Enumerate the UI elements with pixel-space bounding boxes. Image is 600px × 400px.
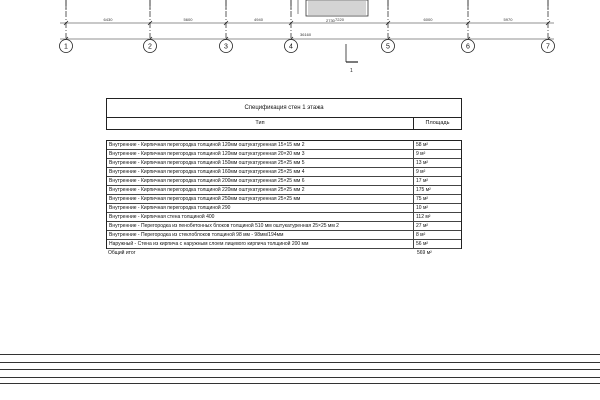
spec-row	[107, 222, 461, 231]
spec-row-area: 56 м²	[416, 241, 429, 247]
spec-header-row	[106, 117, 462, 130]
axis-label: 1	[64, 43, 68, 51]
spec-row-area: 10 м²	[416, 205, 429, 211]
axis-label: 4	[289, 43, 293, 51]
wall-specification-table	[106, 98, 462, 257]
spec-row-type: Внутренние - Кирпичная стена толщиной 400	[107, 213, 414, 221]
spec-row-type: Внутренние - Кирпичная перегородка толщиной 250мм оштукатуренная 25×25 мм	[107, 195, 414, 203]
spec-row-area: 27 м²	[416, 223, 429, 229]
spec-row	[107, 141, 461, 150]
total-row	[106, 249, 462, 257]
spec-row-type: Внутренние - Кирпичная перегородка толщиной 200мм оштукатуренная 25×25 мм 6	[107, 177, 414, 185]
total-value: 569 м²	[417, 250, 432, 256]
spec-row	[107, 159, 461, 168]
spec-row-type: Внутренние - Кирпичная перегородка толщиной 290	[107, 204, 414, 212]
title-block	[0, 352, 600, 400]
spec-row-area: 9 м²	[416, 169, 426, 175]
spec-row-type: Внутренние - Перегородка из стеклоблоков толщиной 98 мм - 98мм/194мм	[107, 231, 414, 239]
spec-row	[107, 150, 461, 159]
spec-rows	[106, 140, 462, 249]
spec-row	[107, 177, 461, 186]
spec-row-area: 13 м²	[416, 160, 429, 166]
spec-title: Спецификация стен 1 этажа	[106, 98, 462, 117]
overall-dimension: 36160	[300, 32, 312, 37]
spec-row	[107, 195, 461, 204]
spec-row-area: 112 м²	[416, 214, 431, 220]
segment-dimension: 4940	[254, 17, 263, 22]
stair-block	[298, 0, 368, 23]
spec-row-area: 175 м²	[416, 187, 431, 193]
spec-row-type: Внутренние - Кирпичная перегородка толщиной 120мм оштукатуренная 20×20 мм 3	[107, 150, 414, 158]
spec-row	[107, 168, 461, 177]
segment-dimension: 6000	[423, 17, 433, 22]
segment-dimension: 5600	[183, 17, 193, 22]
column-header-area: Площадь	[425, 120, 450, 126]
axis-label: 2	[148, 43, 152, 51]
stair-dimension: 2730	[326, 18, 335, 23]
spec-row-type: Наружный - Стена из кирпича с наружным слоем лицевого кирпича толщиной 200 мм	[107, 240, 414, 248]
spec-row-area: 8 м²	[416, 232, 426, 238]
spec-row-area: 75 м²	[416, 196, 429, 202]
axis-label: 7	[546, 43, 550, 51]
section-mark	[346, 44, 358, 74]
spec-row	[107, 213, 461, 222]
spec-row-type: Внутренние - Кирпичная перегородка толщиной 150мм оштукатуренная 25×25 мм 5	[107, 159, 414, 167]
column-header-type: Тип	[107, 118, 414, 129]
spec-row-type: Внутренние - Кирпичная перегородка толщиной 160мм оштукатуренная 25×25 мм 4	[107, 168, 414, 176]
spec-row-type: Внутренние - Кирпичная перегородка толщиной 220мм оштукатуренная 25×25 мм 2	[107, 186, 414, 194]
section-mark-label: 1	[350, 68, 353, 74]
spec-row-type: Внутренние - Перегородка из пенобетонных блоков толщиной 510 мм оштукатуренная 25×25 мм 2	[107, 222, 414, 230]
segment-dimension: 7220	[335, 17, 344, 22]
spec-row	[107, 240, 461, 249]
dimension-chain	[60, 17, 554, 41]
spec-row	[107, 204, 461, 213]
spec-row-area: 9 м²	[416, 151, 426, 157]
axis-label: 3	[224, 43, 228, 51]
spec-row-area: 17 м²	[416, 178, 429, 184]
segment-dimension: 5970	[503, 17, 513, 22]
spec-row-type: Внутренние - Кирпичная перегородка толщиной 120мм оштукатуренная 15×15 мм 2	[107, 141, 414, 149]
total-label: Общий итог	[108, 250, 136, 256]
axis-label: 6	[466, 43, 470, 51]
spec-row	[107, 231, 461, 240]
axis-label: 5	[386, 43, 390, 51]
segment-dimension: 6430	[103, 17, 113, 22]
spec-row	[107, 186, 461, 195]
spec-row-area: 58 м²	[416, 142, 429, 148]
axis-bubbles	[60, 40, 555, 53]
